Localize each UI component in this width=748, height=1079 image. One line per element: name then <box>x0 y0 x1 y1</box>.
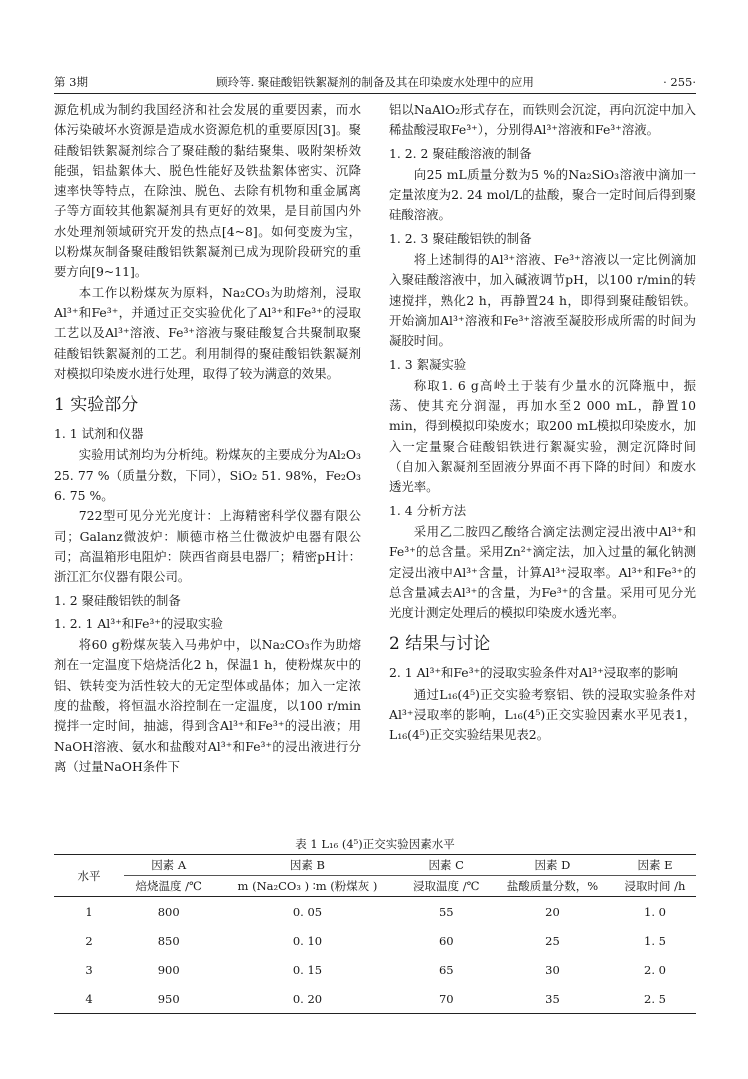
factor-subheader: 盐酸质量分数，% <box>491 876 614 897</box>
subsection-heading: 1. 4 分析方法 <box>389 502 467 518</box>
table-row <box>54 897 696 927</box>
factor-level-table <box>54 854 696 1014</box>
table-cell: 900 <box>157 962 180 977</box>
page-header <box>54 72 696 92</box>
table-header-row <box>54 855 696 876</box>
table-row <box>54 955 696 984</box>
issue-number: 第 3期 <box>54 75 88 89</box>
table-cell: 0. 05 <box>292 904 323 919</box>
factor-subheader: 焙烧温度 /℃ <box>124 876 213 897</box>
table-cell: 20 <box>545 904 560 919</box>
table-cell: 55 <box>438 904 454 919</box>
paragraph: 将上述制得的Al³⁺溶液、Fe³⁺溶液以一定比例滴加入聚硅酸溶液中，加入碱液调节pH，以100 r/min的转速搅拌，熟化2 h，再静置24 h，即得到聚硅酸铝铁。开始滴加Al³⁺溶液和Fe³⁺溶液至凝胶形成所需的时间为凝胶时间。 <box>389 252 696 349</box>
table-cell: 1. 5 <box>644 933 666 948</box>
paragraph: 将60 g粉煤灰装入马弗炉中，以Na₂CO₃作为助熔剂在一定温度下焙烧活化2 h，保温1 h，使粉煤灰中的铝、铁转变为活性较大的无定型体或晶体；加入一定浓度的盐酸，将恒温水浴控制在一定温度，以100 r/min搅拌一定时间，抽滤，得到含Al³⁺和Fe³⁺的浸出液；用NaOH溶液、氨水和盐酸对Al³⁺和Fe³⁺的浸出液进行分离（过量NaOH条件下 <box>54 637 361 774</box>
table-cell: 60 <box>438 933 454 948</box>
subsection-heading: 2. 1 Al³⁺和Fe³⁺的浸取实验条件对Al³⁺浸取率的影响 <box>389 665 679 681</box>
factor-header: 因素 B <box>213 855 401 876</box>
factor-header: 因素 C <box>402 855 491 876</box>
level-header: 水平 <box>54 855 124 897</box>
table-cell: 0. 10 <box>292 933 323 948</box>
paragraph: 源危机成为制约我国经济和社会发展的重要因素，而水体污染破坏水资源是造成水资源危机的重要原因[3]。聚硅酸铝铁絮凝剂综合了聚硅酸的黏结聚集、吸附架桥效能强，铝盐絮体大、脱色性能好及铁盐絮体密实、沉降速率快等特点，在除浊、脱色、去除有机物和重金属离子等方面较其他絮凝剂具有更好的效果，是目前国内外水处理剂领域研究开发的热点[4~8]。如何变废为宝，以粉煤灰制备聚硅酸铝铁絮凝剂已成为现阶段研究的重要方向[9~11]。 <box>54 102 361 280</box>
paragraph: 722型可见分光光度计：上海精密科学仪器有限公司；Galanz微波炉：顺德市格兰仕微波炉电器有限公司；高温箱形电阻炉：陕西省商县电器厂；精密pH计：浙江汇尔仪器有限公司。 <box>54 508 361 585</box>
subsubsection-heading: 1. 2. 3 聚硅酸铝铁的制备 <box>389 230 532 246</box>
subsubsection-heading: 1. 2. 1 Al³⁺和Fe³⁺的浸取实验 <box>54 615 223 631</box>
paragraph: 通过L₁₆(4⁵)正交实验考察铝、铁的浸取实验条件对Al³⁺浸取率的影响，L₁₆(4⁵)正交实验因素水平见表1，L₁₆(4⁵)正交实验结果见表2。 <box>389 686 696 743</box>
table-subheader-row <box>54 876 696 897</box>
paragraph: 铝以NaAlO₂形式存在，而铁则会沉淀，再向沉淀中加入稀盐酸浸取Fe³⁺），分别得Al³⁺溶液和Fe³⁺溶液。 <box>389 102 696 138</box>
table-cell: 65 <box>438 962 454 977</box>
table-cell: 30 <box>545 962 560 977</box>
subsection-heading: 1. 3 絮凝实验 <box>389 356 467 372</box>
table-cell: 850 <box>157 933 180 948</box>
table-cell: 2 <box>85 933 93 948</box>
paragraph: 实验用试剂均为分析纯。粉煤灰的主要成分为Al₂O₃ 25. 77 %（质量分数，下同），SiO₂ 51. 98%，Fe₂O₃ 6. 75 %。 <box>54 447 361 504</box>
section-heading: 2 结果与讨论 <box>389 634 491 655</box>
subsection-heading: 1. 2 聚硅酸铝铁的制备 <box>54 592 181 608</box>
paragraph: 向25 mL质量分数为5 %的Na₂SiO₃溶液中滴加一定量浓度为2. 24 mol/L的盐酸，聚合一定时间后得到聚硅酸溶液。 <box>389 166 696 223</box>
right-column <box>389 100 696 746</box>
subsubsection-heading: 1. 2. 2 聚硅酸溶液的制备 <box>389 145 532 161</box>
table-cell: 25 <box>545 933 560 948</box>
factor-subheader: 浸取时间 /h <box>614 876 696 897</box>
table-caption: 表 1 L₁₆ (4⁵)正交实验因素水平 <box>295 837 455 851</box>
table-cell: 0. 15 <box>292 962 323 977</box>
factor-header: 因素 E <box>614 855 696 876</box>
page-number: · 255· <box>663 75 696 89</box>
left-column <box>54 100 361 777</box>
table-cell: 950 <box>124 984 213 1014</box>
factor-header: 因素 A <box>124 855 213 876</box>
table-cell: 35 <box>491 984 614 1014</box>
factor-header: 因素 D <box>491 855 614 876</box>
table-cell: 0. 20 <box>213 984 401 1014</box>
table-cell: 2. 0 <box>644 962 666 977</box>
paragraph: 称取1. 6 g高岭土于装有少量水的沉降瓶中，振荡、使其充分润湿，再加水至2 000 mL，静置10 min，得到模拟印染废水；取200 mL模拟印染废水，加入一定量聚合硅酸铝铁进行絮凝实验，测定沉降时间（自加入絮凝剂至固液分界面不再下降的时间）和废水透光率。 <box>389 377 696 495</box>
table-row <box>54 926 696 955</box>
paragraph: 本工作以粉煤灰为原料，Na₂CO₃为助熔剂，浸取Al³⁺和Fe³⁺，并通过正交实验优化了Al³⁺和Fe³⁺的浸取工艺以及Al³⁺溶液、Fe³⁺溶液与聚硅酸复合共聚制取聚硅酸铝铁絮凝剂的工艺。利用制得的聚硅酸铝铁絮凝剂对模拟印染废水进行处理，取得了较为满意的效果。 <box>54 284 361 381</box>
subsection-heading: 1. 1 试剂和仪器 <box>54 426 144 442</box>
header-rule <box>54 93 696 94</box>
running-title: 顾玲等. 聚硅酸铝铁絮凝剂的制备及其在印染废水处理中的应用 <box>216 75 534 89</box>
factor-subheader: m (Na₂CO₃ ) ∶m (粉煤灰 ) <box>213 876 401 897</box>
table-cell: 1. 0 <box>644 904 666 919</box>
table-cell: 4 <box>54 984 124 1014</box>
paragraph: 采用乙二胺四乙酸络合滴定法测定浸出液中Al³⁺和Fe³⁺的总含量。采用Zn²⁺滴定法，加入过量的氟化钠测定浸出液中Al³⁺含量，计算Al³⁺浸取率。Al³⁺和Fe³⁺的总含量减去Al³⁺的含量，为Fe³⁺的含量。采用可见分光光度计测定处理后的模拟印染废水透光率。 <box>389 523 696 621</box>
table-cell: 1 <box>85 904 93 919</box>
table-cell: 3 <box>85 962 93 977</box>
table-row <box>54 984 696 1014</box>
table-cell: 2. 5 <box>614 984 696 1014</box>
table-cell: 70 <box>402 984 491 1014</box>
section-heading: 1 实验部分 <box>54 395 139 416</box>
factor-subheader: 浸取温度 /℃ <box>402 876 491 897</box>
table-cell: 800 <box>157 904 180 919</box>
